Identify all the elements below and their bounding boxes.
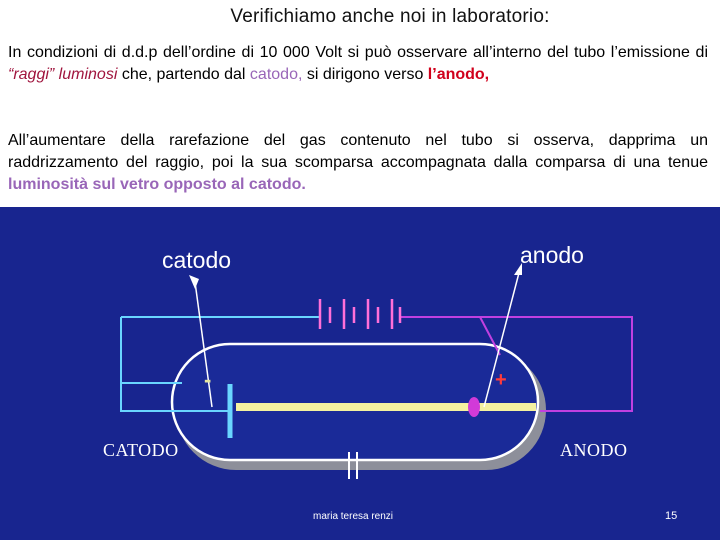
- p1-catodo: catodo,: [249, 66, 303, 83]
- electron-beam: [236, 403, 536, 411]
- catodo-arrowhead: [189, 275, 199, 289]
- anode-electrode: [468, 397, 480, 417]
- diagram-drawing: [0, 207, 720, 540]
- p2-text-1: All’aumentare della rarefazione del gas contenuto nel tubo si osserva, dapprima un raddrizzamento del raggio, poi la sua scomparsa accompagnata dalla comparsa di una tenue: [8, 132, 708, 171]
- paragraph-emission: [8, 42, 708, 86]
- positive-sign: +: [495, 369, 507, 391]
- negative-sign: -: [204, 367, 212, 392]
- label-catodo: catodo: [162, 247, 232, 273]
- glass-tube: [172, 344, 538, 460]
- cathode-ray-tube-diagram: [0, 207, 720, 540]
- paragraph-rarefaction: [8, 130, 708, 196]
- p1-anodo: l’anodo,: [427, 66, 490, 83]
- footer-author: maria teresa renzi: [313, 511, 394, 522]
- slide-title: Verifichiamo anche noi in laboratorio:: [230, 6, 550, 27]
- battery-icon: [320, 299, 400, 329]
- p2-highlight: luminosità sul vetro opposto al catodo.: [8, 176, 306, 193]
- label-ANODO: ANODO: [560, 440, 628, 460]
- label-CATODO: CATODO: [103, 440, 179, 460]
- p1-luminosi: luminosi: [54, 66, 118, 83]
- p1-text-1: In condizioni di d.d.p dell’ordine di 10 000 Volt si può osservare all’interno del tubo l’emissione di: [8, 44, 708, 61]
- p1-text-2: che, partendo dal: [117, 66, 250, 83]
- p1-text-3: si dirigono verso: [302, 66, 428, 83]
- label-anodo: anodo: [520, 242, 584, 268]
- page-number: 15: [665, 510, 678, 522]
- p1-raggi: “raggi”: [8, 66, 55, 83]
